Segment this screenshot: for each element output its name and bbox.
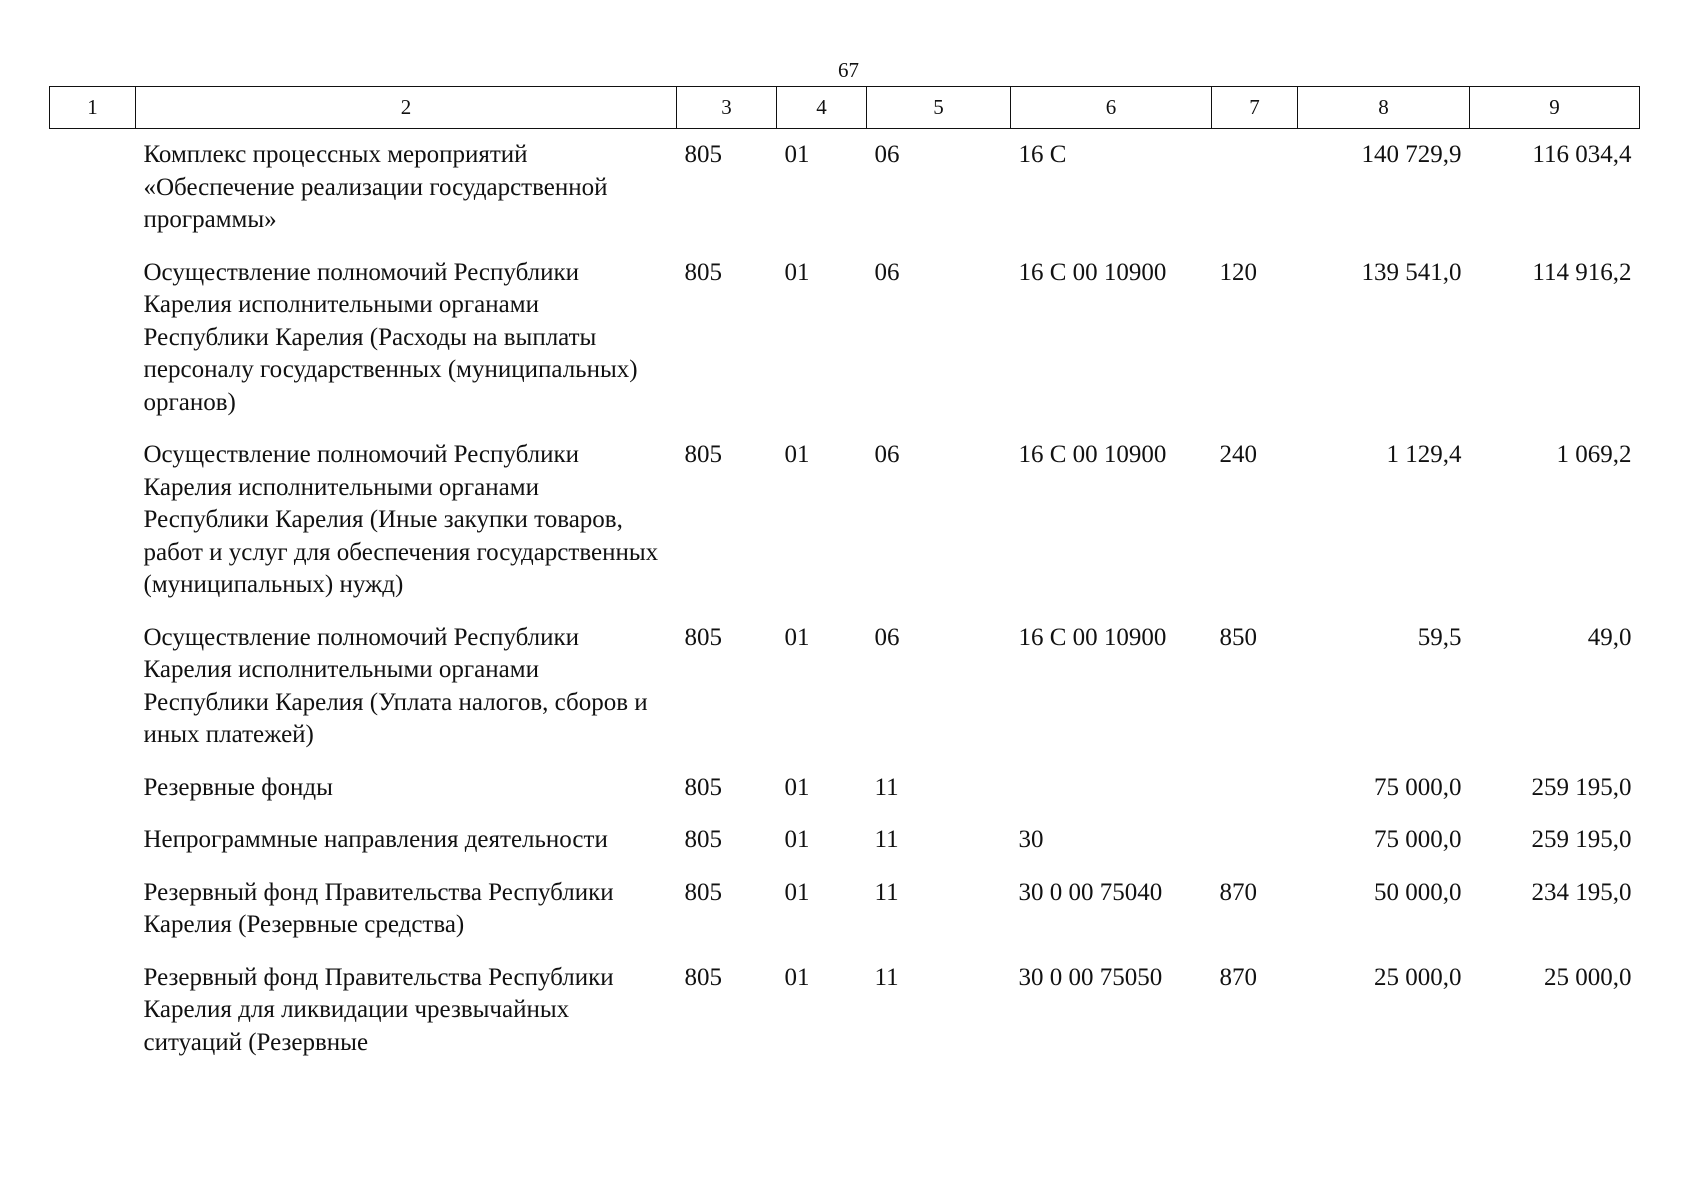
cell-section-code: 01	[784, 878, 810, 906]
cell-amount-9: 259 195,0	[1531, 773, 1632, 801]
cell-amount-9: 49,0	[1587, 623, 1632, 651]
cell-subsection-code: 11	[874, 773, 899, 801]
cell-col-1	[50, 867, 136, 952]
cell-section-code: 01	[784, 963, 810, 991]
cell-ministry-code: 805	[684, 773, 722, 801]
table-row	[50, 612, 1640, 762]
cell-ministry-code: 805	[684, 623, 722, 651]
cell-section-code: 01	[784, 141, 810, 168]
cell-name: Резервный фонд Правительства Республики Карелия (Резервные средства)	[143, 878, 614, 938]
cell-amount-9: 259 195,0	[1531, 826, 1632, 853]
cell-subsection-code: 06	[874, 258, 900, 286]
header-col-9: 9	[1470, 87, 1640, 129]
header-col-6: 6	[1011, 87, 1212, 129]
cell-amount-8: 25 000,0	[1374, 963, 1462, 991]
table-body	[50, 129, 1640, 1070]
cell-ministry-code: 805	[684, 258, 722, 286]
cell-subsection-code: 11	[874, 826, 899, 853]
cell-amount-8: 140 729,9	[1361, 141, 1462, 168]
cell-section-code: 01	[784, 773, 810, 801]
cell-target-article: 16 С 00 10900	[1018, 258, 1167, 286]
cell-col-1	[50, 429, 136, 612]
cell-name: Комплекс процессных мероприятий «Обеспечение реализации государственной программы»	[143, 141, 608, 233]
cell-name: Осуществление полномочий Республики Карелия исполнительными органами Республики Карелия (Расходы на выплаты персоналу государственных (муниципальных) органов)	[143, 258, 638, 416]
cell-subsection-code: 11	[874, 878, 899, 906]
cell-ministry-code: 805	[684, 963, 722, 991]
cell-expense-type	[1212, 129, 1298, 247]
table-row	[50, 247, 1640, 430]
page-number: 67	[838, 58, 859, 82]
cell-target-article: 30	[1018, 826, 1044, 853]
cell-ministry-code: 805	[684, 826, 722, 853]
table-row	[50, 762, 1640, 815]
cell-amount-8: 139 541,0	[1361, 258, 1462, 286]
table-row	[50, 952, 1640, 1070]
cell-amount-8: 59,5	[1417, 623, 1462, 651]
cell-name: Осуществление полномочий Республики Карелия исполнительными органами Республики Карелия (Иные закупки товаров, работ и услуг для обеспечения государственных (муниципальных) нужд)	[143, 441, 659, 598]
cell-ministry-code: 805	[684, 878, 722, 906]
cell-amount-9: 234 195,0	[1531, 878, 1632, 906]
header-col-3: 3	[677, 87, 777, 129]
table-row	[50, 429, 1640, 612]
cell-section-code: 01	[784, 623, 810, 651]
cell-col-1	[50, 952, 136, 1070]
header-col-8: 8	[1298, 87, 1470, 129]
cell-ministry-code: 805	[684, 441, 722, 468]
cell-section-code: 01	[784, 258, 810, 286]
cell-amount-8: 1 129,4	[1386, 441, 1462, 468]
cell-expense-type	[1212, 814, 1298, 867]
budget-table	[49, 86, 1640, 1069]
table-row	[50, 867, 1640, 952]
cell-amount-8: 50 000,0	[1374, 878, 1462, 906]
cell-target-article: 16 С 00 10900	[1018, 623, 1167, 651]
cell-amount-9: 25 000,0	[1544, 963, 1632, 991]
cell-name: Резервный фонд Правительства Республики Карелия для ликвидации чрезвычайных ситуаций (Резервные	[143, 963, 614, 1056]
cell-expense-type: 850	[1219, 623, 1257, 651]
cell-expense-type: 240	[1219, 441, 1257, 468]
cell-col-1	[50, 247, 136, 430]
table-row	[50, 129, 1640, 247]
cell-col-1	[50, 762, 136, 815]
cell-name: Резервные фонды	[143, 773, 333, 801]
cell-amount-8: 75 000,0	[1374, 826, 1462, 853]
cell-target-article	[1011, 762, 1212, 815]
cell-name: Непрограммные направления деятельности	[143, 826, 608, 853]
header-row	[50, 87, 1640, 129]
cell-target-article: 30 0 00 75050	[1018, 963, 1163, 991]
cell-subsection-code: 06	[874, 441, 900, 468]
table-header	[50, 87, 1640, 129]
cell-expense-type: 870	[1219, 878, 1257, 906]
cell-expense-type: 870	[1219, 963, 1257, 991]
header-col-7: 7	[1212, 87, 1298, 129]
header-col-5: 5	[867, 87, 1011, 129]
cell-subsection-code: 06	[874, 141, 900, 168]
cell-amount-9: 1 069,2	[1556, 441, 1632, 468]
cell-amount-8: 75 000,0	[1374, 773, 1462, 801]
cell-target-article: 16 С	[1018, 141, 1067, 168]
cell-target-article: 30 0 00 75040	[1018, 878, 1163, 906]
cell-section-code: 01	[784, 441, 810, 468]
cell-subsection-code: 06	[874, 623, 900, 651]
cell-section-code: 01	[784, 826, 810, 853]
cell-expense-type: 120	[1219, 258, 1257, 286]
table-row	[50, 814, 1640, 867]
cell-col-1	[50, 814, 136, 867]
cell-amount-9: 116 034,4	[1532, 141, 1632, 168]
cell-amount-9: 114 916,2	[1532, 258, 1632, 286]
cell-target-article: 16 С 00 10900	[1018, 441, 1167, 468]
cell-expense-type	[1212, 762, 1298, 815]
cell-name: Осуществление полномочий Республики Карелия исполнительными органами Республики Карелия (Уплата налогов, сборов и иных платежей)	[143, 623, 648, 748]
header-col-4: 4	[777, 87, 867, 129]
header-col-1: 1	[50, 87, 136, 129]
cell-col-1	[50, 129, 136, 247]
cell-subsection-code: 11	[874, 963, 899, 991]
cell-ministry-code: 805	[684, 141, 722, 168]
cell-col-1	[50, 612, 136, 762]
header-col-2: 2	[136, 87, 677, 129]
